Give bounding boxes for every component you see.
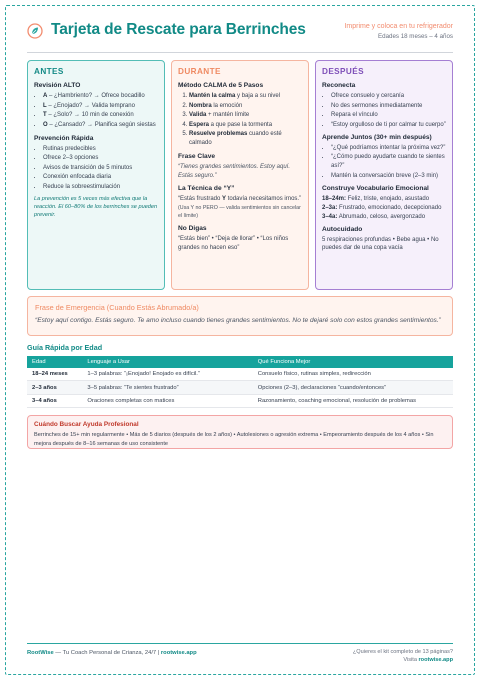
- calma-title: Método CALMA de 5 Pasos: [178, 82, 264, 89]
- calma-step: 5. Resuelve problemas cuando esté calmado: [189, 130, 302, 148]
- learn-title: Aprende Juntos (30+ min después): [322, 133, 432, 141]
- leaf-logo-icon: [27, 23, 43, 39]
- reconnect-item: • Ofrece consuelo y cercanía: [331, 92, 446, 101]
- column-header: Edad: [27, 356, 82, 368]
- table-cell: 3–5 palabras: “Te sientes frustrado”: [82, 381, 252, 394]
- table-cell: 2–3 años: [27, 381, 82, 394]
- header-divider: [27, 52, 453, 53]
- alto-item: • T – ¿Solo? → 10 min de conexión: [43, 111, 158, 120]
- dont-say-text: “Estás bien” • “Deja de llorar” • “Los niños grandes no hacen eso”: [178, 236, 289, 252]
- learn-list: [322, 144, 446, 181]
- header: [27, 22, 453, 50]
- table-cell: Razonamiento, coaching emocional, resolución de problemas: [253, 394, 453, 407]
- y-technique-note: (Usa Y no PERO — valida sentimientos sin cancelar el límite): [178, 205, 301, 219]
- calma-steps: [178, 92, 302, 148]
- key-phrase: “Tienes grandes sentimientos. Estoy aquí. Estás seguro.”: [178, 164, 291, 179]
- alto-title: Revisión ALTO: [34, 82, 81, 89]
- reconnect-title: Reconecta: [322, 82, 356, 89]
- header-right: [344, 22, 453, 40]
- footer-brand: RootWise: [27, 650, 54, 656]
- table-row: [27, 394, 453, 407]
- footer-visit: Visita rootwise.app: [403, 657, 453, 664]
- professional-help-box: [27, 415, 453, 449]
- during-column: [171, 60, 309, 290]
- prevention-title: Prevención Rápida: [34, 134, 94, 142]
- learn-item: • “¿Qué podríamos intentar la próxima vez?”: [331, 144, 446, 153]
- footer-cta-link[interactable]: rootwise.app: [418, 657, 453, 664]
- emergency-heading: Frase de Emergencia (Cuando Estás Abrumado/a): [35, 303, 199, 312]
- column-header: Lenguaje a Usar: [82, 356, 252, 368]
- vocab-title: Construye Vocabulario Emocional: [322, 184, 429, 192]
- help-heading: Cuándo Buscar Ayuda Profesional: [34, 421, 139, 429]
- help-text: Berrinches de 15+ min regularmente • Más de 5 diarios (después de los 2 años) • Autolesiones o agresión extrema • Empeoramiento después de los 4 años • Sin mejora después de 8–16 semanas de uso consistente: [34, 432, 434, 447]
- key-phrase-title: Frase Clave: [178, 153, 216, 160]
- header-tagline: Imprime y coloca en tu refrigerador: [344, 23, 453, 30]
- reconnect-item: • No des sermones inmediatamente: [331, 102, 446, 111]
- footer-right: [353, 648, 453, 664]
- page-title: Tarjeta de Rescate para Berrinches: [51, 21, 306, 38]
- y-technique-text: “Estás frustrado Y todavía necesitamos irnos.”: [178, 196, 302, 203]
- alto-item: • A – ¿Hambriento? → Ofrece bocadillo: [43, 92, 158, 101]
- dont-say-title: No Digas: [178, 225, 207, 233]
- before-heading: ANTES: [34, 67, 64, 76]
- footer-cta: ¿Quieres el kit completo de 13 páginas?: [352, 649, 453, 655]
- vocab-item: 2–3a: Frustrado, emocionado, decepcionado: [322, 204, 442, 211]
- table-cell: Opciones (2–3), declaraciones “cuando/entonces”: [253, 381, 453, 394]
- phase-columns: [27, 60, 453, 290]
- prevention-item: • Reduce la sobreestimulación: [43, 183, 158, 192]
- vocab-item: 18–24m: Feliz, triste, enojado, asustado: [322, 195, 430, 202]
- table-row: [27, 368, 453, 381]
- table-row: [27, 381, 453, 394]
- prevention-item: • Ofrece 2–3 opciones: [43, 154, 158, 163]
- footer-brand-tagline: — Tu Coach Personal de Crianza, 24/7 |: [53, 650, 161, 656]
- table-cell: 1–3 palabras: “¡Enojado! Enojado es difícil.”: [82, 368, 252, 381]
- table-header-row: [27, 356, 453, 368]
- prevention-item: • Rutinas predecibles: [43, 145, 158, 154]
- footer-link[interactable]: rootwise.app: [160, 650, 197, 656]
- emergency-phrase-box: [27, 296, 453, 336]
- y-technique-title: La Técnica de “Y”: [178, 185, 235, 193]
- learn-item: • Mantén la conversación breve (2–3 min): [331, 172, 446, 181]
- prevention-item: • Conexión enfocada diaria: [43, 173, 158, 182]
- table-cell: Oraciones completas con matices: [82, 394, 252, 407]
- alto-item: • L – ¿Enojado? → Valida temprano: [43, 102, 158, 111]
- before-column: [27, 60, 165, 290]
- prevention-item: • Avisos de transición de 5 minutos: [43, 164, 158, 173]
- column-header: Qué Funciona Mejor: [253, 356, 453, 368]
- self-care-text: 5 respiraciones profundas • Bebe agua • No puedes dar de una copa vacía: [322, 236, 439, 252]
- prevention-note: La prevención es 5 veces más efectiva que la reacción. El 60–80% de los berrinches se pueden prevenir.: [34, 195, 158, 218]
- age-guide-table: [27, 356, 453, 408]
- alto-item: • O – ¿Cansado? → Planifica según siestas: [43, 121, 158, 130]
- footer-left: [27, 650, 197, 664]
- table-cell: 3–4 años: [27, 394, 82, 407]
- calma-step: 2. Nombra la emoción: [189, 102, 302, 111]
- vocab-item: 3–4a: Abrumado, celoso, avergonzado: [322, 213, 426, 220]
- alto-list: [34, 92, 158, 130]
- reconnect-list: [322, 92, 446, 130]
- after-column: [315, 60, 453, 290]
- reconnect-item: • “Estoy orgulloso de ti por calmar tu cuerpo”: [331, 121, 446, 130]
- footer: [27, 643, 453, 664]
- reconnect-item: • Repara el vínculo: [331, 111, 446, 120]
- learn-item: • “¿Cómo puedo ayudarte cuando te sientes así?”: [331, 153, 446, 171]
- calma-step: 3. Valida + mantén límite: [189, 111, 302, 120]
- emergency-quote: “Estoy aquí contigo. Estás seguro. Te amo incluso cuando tienes grandes sentimientos. No te dejaré solo con estos grandes sentimientos.”: [35, 317, 441, 324]
- header-age-range: Edades 18 meses – 4 años: [378, 33, 453, 40]
- calma-step: 4. Espera a que pase la tormenta: [189, 121, 302, 130]
- calma-step: 1. Mantén la calma y baja a su nivel: [189, 92, 302, 101]
- during-heading: DURANTE: [178, 67, 221, 76]
- self-care-title: Autocuidado: [322, 225, 363, 233]
- card-content: [27, 22, 453, 449]
- prevention-list: [34, 145, 158, 192]
- table-cell: Consuelo físico, rutinas simples, redirección: [253, 368, 453, 381]
- title-wrap: [27, 22, 306, 39]
- age-guide-heading: Guía Rápida por Edad: [27, 343, 103, 352]
- table-cell: 18–24 meses: [27, 368, 82, 381]
- after-heading: DESPUÉS: [322, 67, 364, 76]
